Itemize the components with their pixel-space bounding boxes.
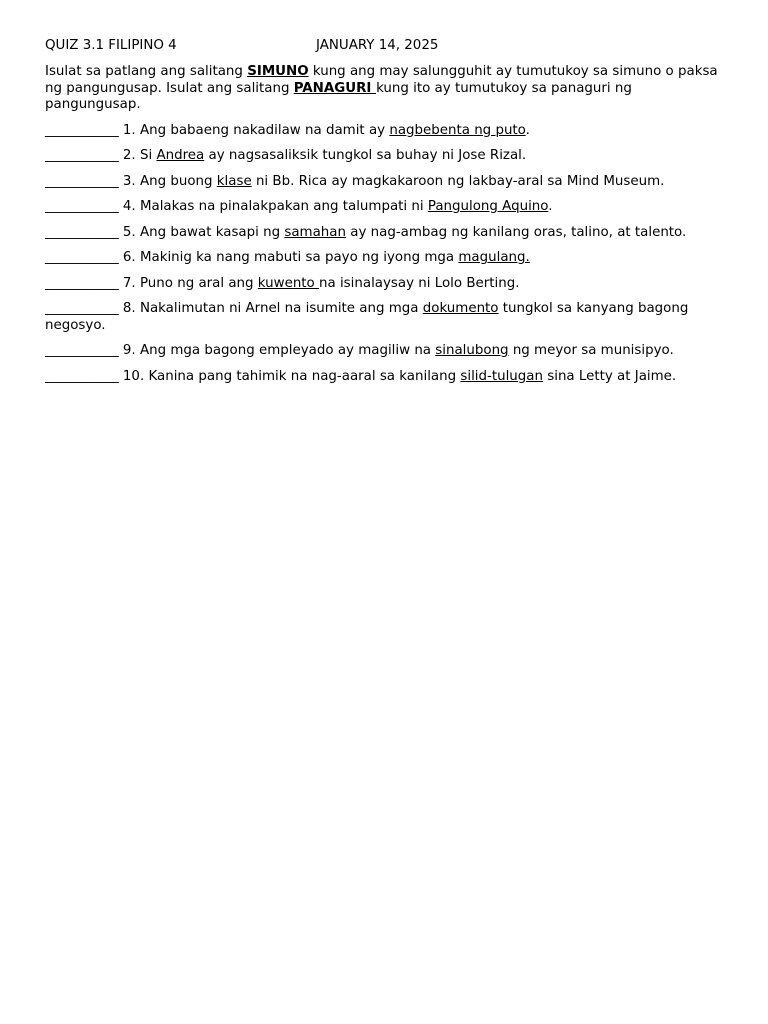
keyword-panaguri: PANAGURI [293, 80, 377, 96]
underlined-phrase: sinalubong [435, 343, 509, 358]
question-text: 6. Makinig ka nang mabuti sa payo ng iyong mga [118, 250, 459, 265]
question-text-end: ay nag-ambag ng kanilang oras, talino, at talento. [345, 224, 687, 240]
question-list [45, 123, 725, 386]
question-text: 7. Puno ng aral ang [118, 275, 258, 291]
question-item [45, 301, 725, 334]
instructions-text-3: kung ito ay tumutukoy sa panaguri ng pangungusap. [45, 80, 632, 112]
underlined-phrase: dokumento [422, 301, 499, 316]
quiz-date: JANUARY 14, 2025 [316, 38, 439, 53]
underlined-phrase: magulang. [458, 250, 530, 265]
underlined-phrase: samahan [284, 224, 346, 240]
question-text-end: sina Letty at Jaime. [542, 368, 677, 384]
answer-blank[interactable]: ___________ [45, 199, 119, 214]
question-text: 2. Si [118, 148, 157, 163]
question-text: 10. Kanina pang tahimik na nag-aaral sa kanilang [118, 368, 461, 384]
question-item [45, 369, 725, 386]
question-item [45, 343, 725, 360]
question-item [45, 199, 725, 216]
answer-blank[interactable]: ___________ [45, 368, 119, 384]
question-item [45, 174, 725, 191]
underlined-phrase: klase [216, 173, 252, 189]
answer-blank[interactable]: ___________ [45, 343, 119, 358]
question-item [45, 148, 725, 165]
question-text: 4. Malakas na pinalakpakan ang talumpati ni [118, 199, 428, 214]
question-text: 9. Ang mga bagong empleyado ay magiliw na [118, 343, 436, 358]
question-text: 8. Nakalimutan ni Arnel na isumite ang mga [118, 301, 423, 316]
question-item [45, 276, 725, 293]
answer-blank[interactable]: ___________ [45, 122, 119, 138]
document-page [45, 36, 725, 394]
question-text-end: ay nagsasaliksik tungkol sa buhay ni Jose Rizal. [204, 148, 527, 163]
question-text-end: ni Bb. Rica ay magkakaroon ng lakbay-aral sa Mind Museum. [251, 173, 665, 189]
question-text: 3. Ang buong [118, 173, 217, 189]
question-text-end: ng meyor sa munisipyo. [508, 343, 674, 358]
question-text-end: tungkol sa kanyang bagong negosyo. [45, 301, 689, 333]
quiz-header [45, 36, 725, 56]
underlined-phrase: nagbebenta ng puto [389, 122, 526, 138]
question-item [45, 123, 725, 140]
instructions-text-1: Isulat sa patlang ang salitang [45, 64, 248, 79]
underlined-phrase: kuwento [257, 275, 320, 291]
instructions [45, 64, 725, 114]
question-item [45, 250, 725, 267]
keyword-simuno: SIMUNO [247, 64, 309, 79]
answer-blank[interactable]: ___________ [45, 148, 119, 163]
answer-blank[interactable]: ___________ [45, 173, 119, 189]
question-text-end: . [525, 122, 530, 138]
question-text: 5. Ang bawat kasapi ng [118, 224, 285, 240]
quiz-title: QUIZ 3.1 FILIPINO 4 [45, 38, 177, 53]
instructions-text-2: kung ang may salungguhit ay tumutukoy sa simuno o paksa ng pangungusap. Isulat ang salitang [45, 64, 718, 96]
answer-blank[interactable]: ___________ [45, 301, 119, 316]
question-text: 1. Ang babaeng nakadilaw na damit ay [118, 122, 390, 138]
underlined-phrase: silid-tulugan [460, 368, 543, 384]
question-item [45, 225, 725, 242]
underlined-phrase: Pangulong Aquino [427, 199, 549, 214]
answer-blank[interactable]: ___________ [45, 224, 119, 240]
question-text-end: . [548, 199, 553, 214]
question-text-end: na isinalaysay ni Lolo Berting. [319, 275, 520, 291]
underlined-phrase: Andrea [156, 148, 205, 163]
answer-blank[interactable]: ___________ [45, 275, 119, 291]
answer-blank[interactable]: ___________ [45, 250, 119, 265]
